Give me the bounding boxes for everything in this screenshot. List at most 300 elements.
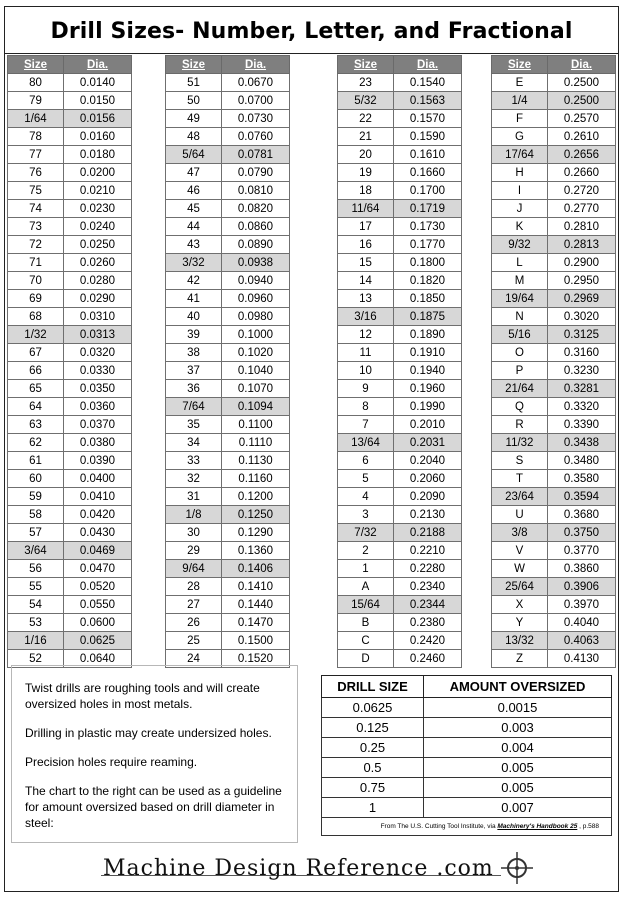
note-guideline: The chart to the right can be used as a guideline for amount oversized based on drill diameter in steel: xyxy=(25,784,282,830)
drill-table-1 xyxy=(7,55,132,668)
drill-size: 3/64 xyxy=(8,542,64,560)
drill-diameter: 0.2969 xyxy=(548,290,616,308)
drill-size: 5/16 xyxy=(492,326,548,344)
drill-size: 21 xyxy=(338,128,394,146)
drill-size: 1/16 xyxy=(8,632,64,650)
drill-size: 17/64 xyxy=(492,146,548,164)
drill-row xyxy=(492,344,616,362)
drill-row xyxy=(166,542,290,560)
drill-size: 11 xyxy=(338,344,394,362)
drill-row xyxy=(338,452,462,470)
drill-size: 41 xyxy=(166,290,222,308)
drill-size: 19/64 xyxy=(492,290,548,308)
drill-size: M xyxy=(492,272,548,290)
drill-size: 65 xyxy=(8,380,64,398)
drill-size: 11/32 xyxy=(492,434,548,452)
dia-header: Dia. xyxy=(548,56,616,74)
drill-diameter: 0.0310 xyxy=(64,308,132,326)
drill-diameter: 0.0140 xyxy=(64,74,132,92)
drill-row xyxy=(166,200,290,218)
drill-row xyxy=(492,218,616,236)
drill-row xyxy=(166,578,290,596)
drill-size: 27 xyxy=(166,596,222,614)
drill-table-4 xyxy=(491,55,616,668)
drill-diameter: 0.1910 xyxy=(394,344,462,362)
dia-header: Dia. xyxy=(394,56,462,74)
drill-row xyxy=(166,182,290,200)
drill-size: 37 xyxy=(166,362,222,380)
drill-size: 42 xyxy=(166,272,222,290)
drill-size: F xyxy=(492,110,548,128)
drill-row xyxy=(166,596,290,614)
logo-text: Machine Design Reference .com xyxy=(103,856,494,881)
drill-size: 67 xyxy=(8,344,64,362)
drill-row xyxy=(8,560,132,578)
drill-row xyxy=(492,614,616,632)
drill-size: K xyxy=(492,218,548,236)
drill-chart-sheet xyxy=(4,6,619,892)
drill-row xyxy=(166,632,290,650)
drill-row xyxy=(338,326,462,344)
amount-oversized-header: AMOUNT OVERSIZED xyxy=(424,676,612,698)
drill-size: P xyxy=(492,362,548,380)
drill-size: 15 xyxy=(338,254,394,272)
drill-row xyxy=(492,452,616,470)
drill-row xyxy=(338,92,462,110)
drill-size: 4 xyxy=(338,488,394,506)
note-reaming: Precision holes require reaming. xyxy=(25,755,198,769)
drill-diameter: 0.0410 xyxy=(64,488,132,506)
drill-row xyxy=(166,164,290,182)
oversize-row xyxy=(322,738,612,758)
drill-row xyxy=(8,578,132,596)
drill-size: 8 xyxy=(338,398,394,416)
drill-diameter: 0.3906 xyxy=(548,578,616,596)
drill-table-body xyxy=(492,74,616,668)
drill-size: D xyxy=(338,650,394,668)
drill-diameter: 0.0781 xyxy=(222,146,290,164)
drill-row xyxy=(492,254,616,272)
drill-row xyxy=(492,596,616,614)
drill-row xyxy=(338,506,462,524)
drill-diameter: 0.1700 xyxy=(394,182,462,200)
drill-diameter: 0.1520 xyxy=(222,650,290,668)
drill-size-header: DRILL SIZE xyxy=(322,676,424,698)
drill-size: 6 xyxy=(338,452,394,470)
drill-diameter: 0.1890 xyxy=(394,326,462,344)
drill-row xyxy=(338,236,462,254)
note-roughing: Twist drills are roughing tools and will create oversized holes in most metals. xyxy=(25,681,260,711)
drill-size: 22 xyxy=(338,110,394,128)
amount-oversized-value: 0.0015 xyxy=(424,698,612,718)
drill-row xyxy=(166,110,290,128)
drill-size: V xyxy=(492,542,548,560)
drill-diameter: 0.0550 xyxy=(64,596,132,614)
drill-row xyxy=(338,146,462,164)
drill-diameter: 0.3320 xyxy=(548,398,616,416)
drill-row xyxy=(492,362,616,380)
drill-row xyxy=(166,488,290,506)
drill-diameter: 0.0860 xyxy=(222,218,290,236)
drill-row xyxy=(338,596,462,614)
drill-diameter: 0.1590 xyxy=(394,128,462,146)
drill-diameter: 0.0890 xyxy=(222,236,290,254)
drill-size: 1/4 xyxy=(492,92,548,110)
drill-size: 73 xyxy=(8,218,64,236)
drill-row xyxy=(166,380,290,398)
drill-diameter: 0.0469 xyxy=(64,542,132,560)
drill-row xyxy=(338,218,462,236)
drill-diameter: 0.2090 xyxy=(394,488,462,506)
drill-row xyxy=(8,542,132,560)
drill-table-body xyxy=(8,74,132,668)
drill-diameter: 0.2210 xyxy=(394,542,462,560)
drill-size: 28 xyxy=(166,578,222,596)
drill-row xyxy=(338,308,462,326)
drill-size-value: 0.5 xyxy=(322,758,424,778)
drill-row xyxy=(338,200,462,218)
drill-size: 14 xyxy=(338,272,394,290)
drill-size: 32 xyxy=(166,470,222,488)
drill-row xyxy=(338,164,462,182)
drill-diameter: 0.0790 xyxy=(222,164,290,182)
drill-diameter: 0.2420 xyxy=(394,632,462,650)
drill-row xyxy=(8,416,132,434)
drill-size: 64 xyxy=(8,398,64,416)
drill-row xyxy=(166,92,290,110)
drill-size-value: 0.0625 xyxy=(322,698,424,718)
drill-diameter: 0.2813 xyxy=(548,236,616,254)
drill-size: 11/64 xyxy=(338,200,394,218)
drill-diameter: 0.1660 xyxy=(394,164,462,182)
drill-diameter: 0.3438 xyxy=(548,434,616,452)
drill-row xyxy=(492,146,616,164)
drill-size: 62 xyxy=(8,434,64,452)
drill-diameter: 0.2810 xyxy=(548,218,616,236)
drill-diameter: 0.2040 xyxy=(394,452,462,470)
drill-diameter: 0.0980 xyxy=(222,308,290,326)
drill-size: 33 xyxy=(166,452,222,470)
drill-diameter: 0.0180 xyxy=(64,146,132,164)
drill-size: Z xyxy=(492,650,548,668)
drill-diameter: 0.3390 xyxy=(548,416,616,434)
drill-diameter: 0.3281 xyxy=(548,380,616,398)
drill-row xyxy=(492,200,616,218)
drill-size: 52 xyxy=(8,650,64,668)
drill-size: O xyxy=(492,344,548,362)
drill-table-3 xyxy=(337,55,462,668)
drill-size: 77 xyxy=(8,146,64,164)
drill-diameter: 0.0380 xyxy=(64,434,132,452)
drill-size-value: 0.125 xyxy=(322,718,424,738)
drill-diameter: 0.2950 xyxy=(548,272,616,290)
drill-diameter: 0.2010 xyxy=(394,416,462,434)
drill-row xyxy=(492,650,616,668)
drill-row xyxy=(166,524,290,542)
drill-diameter: 0.0210 xyxy=(64,182,132,200)
amount-oversized-value: 0.003 xyxy=(424,718,612,738)
drill-size: 30 xyxy=(166,524,222,542)
drill-size: L xyxy=(492,254,548,272)
drill-size: 24 xyxy=(166,650,222,668)
source-suffix: , p.588 xyxy=(577,823,599,830)
drill-diameter: 0.2060 xyxy=(394,470,462,488)
drill-size: A xyxy=(338,578,394,596)
drill-row xyxy=(8,164,132,182)
drill-diameter: 0.1800 xyxy=(394,254,462,272)
drill-size: 48 xyxy=(166,128,222,146)
drill-table-body xyxy=(166,74,290,668)
drill-size: I xyxy=(492,182,548,200)
drill-size: 35 xyxy=(166,416,222,434)
drill-size: U xyxy=(492,506,548,524)
drill-row xyxy=(166,452,290,470)
drill-diameter: 0.1820 xyxy=(394,272,462,290)
drill-diameter: 0.1110 xyxy=(222,434,290,452)
drill-diameter: 0.1130 xyxy=(222,452,290,470)
drill-size: 13 xyxy=(338,290,394,308)
drill-diameter: 0.3770 xyxy=(548,542,616,560)
amount-oversized-value: 0.005 xyxy=(424,758,612,778)
drill-size: 17 xyxy=(338,218,394,236)
drill-row xyxy=(338,290,462,308)
drill-size: 9 xyxy=(338,380,394,398)
drill-row xyxy=(338,254,462,272)
drill-size: 7/64 xyxy=(166,398,222,416)
drill-size: 3 xyxy=(338,506,394,524)
drill-diameter: 0.2188 xyxy=(394,524,462,542)
drill-size: 1 xyxy=(338,560,394,578)
drill-size: B xyxy=(338,614,394,632)
drill-row xyxy=(338,110,462,128)
drill-size: Q xyxy=(492,398,548,416)
drill-row xyxy=(492,236,616,254)
drill-size: 60 xyxy=(8,470,64,488)
drill-diameter: 0.3230 xyxy=(548,362,616,380)
drill-diameter: 0.1940 xyxy=(394,362,462,380)
drill-size: 38 xyxy=(166,344,222,362)
drill-size: R xyxy=(492,416,548,434)
drill-size: 19 xyxy=(338,164,394,182)
oversize-row xyxy=(322,718,612,738)
drill-size: 29 xyxy=(166,542,222,560)
drill-row xyxy=(166,416,290,434)
drill-row xyxy=(8,290,132,308)
drill-size: C xyxy=(338,632,394,650)
dia-header: Dia. xyxy=(222,56,290,74)
drill-row xyxy=(8,236,132,254)
drill-diameter: 0.0150 xyxy=(64,92,132,110)
drill-diameter: 0.1770 xyxy=(394,236,462,254)
drill-size: 69 xyxy=(8,290,64,308)
drill-diameter: 0.2280 xyxy=(394,560,462,578)
drill-row xyxy=(8,488,132,506)
drill-row xyxy=(492,308,616,326)
oversize-row xyxy=(322,798,612,818)
drill-row xyxy=(338,398,462,416)
dia-header: Dia. xyxy=(64,56,132,74)
drill-row xyxy=(338,614,462,632)
drill-diameter: 0.2340 xyxy=(394,578,462,596)
drill-size: 1/32 xyxy=(8,326,64,344)
drill-size: 39 xyxy=(166,326,222,344)
drill-diameter: 0.0938 xyxy=(222,254,290,272)
drill-row xyxy=(166,398,290,416)
drill-table-2 xyxy=(165,55,290,668)
drill-diameter: 0.1410 xyxy=(222,578,290,596)
drill-row xyxy=(492,290,616,308)
drill-diameter: 0.2460 xyxy=(394,650,462,668)
drill-size: 45 xyxy=(166,200,222,218)
drill-size: 57 xyxy=(8,524,64,542)
drill-row xyxy=(8,128,132,146)
drill-row xyxy=(8,254,132,272)
drill-diameter: 0.0600 xyxy=(64,614,132,632)
drill-row xyxy=(492,110,616,128)
drill-diameter: 0.0156 xyxy=(64,110,132,128)
drill-diameter: 0.1250 xyxy=(222,506,290,524)
drill-row xyxy=(492,578,616,596)
drill-diameter: 0.0320 xyxy=(64,344,132,362)
page-title: Drill Sizes- Number, Letter, and Fractional xyxy=(50,19,573,44)
drill-size: 5/32 xyxy=(338,92,394,110)
drill-diameter: 0.1020 xyxy=(222,344,290,362)
drill-size: 7/32 xyxy=(338,524,394,542)
drill-row xyxy=(8,146,132,164)
drill-diameter: 0.2344 xyxy=(394,596,462,614)
drill-row xyxy=(166,236,290,254)
drill-diameter: 0.4130 xyxy=(548,650,616,668)
drill-size: 55 xyxy=(8,578,64,596)
drill-row xyxy=(8,434,132,452)
drill-diameter: 0.3860 xyxy=(548,560,616,578)
drill-size: 36 xyxy=(166,380,222,398)
drill-diameter: 0.1875 xyxy=(394,308,462,326)
drill-size: S xyxy=(492,452,548,470)
drill-size: 1/64 xyxy=(8,110,64,128)
drill-size: 59 xyxy=(8,488,64,506)
drill-diameter: 0.1960 xyxy=(394,380,462,398)
drill-row xyxy=(338,128,462,146)
drill-row xyxy=(492,74,616,92)
drill-row xyxy=(492,380,616,398)
drill-row xyxy=(338,272,462,290)
drill-size: 12 xyxy=(338,326,394,344)
drill-row xyxy=(166,560,290,578)
drill-size: N xyxy=(492,308,548,326)
drill-size: 71 xyxy=(8,254,64,272)
drill-diameter: 0.1570 xyxy=(394,110,462,128)
drill-diameter: 0.3594 xyxy=(548,488,616,506)
drill-diameter: 0.1470 xyxy=(222,614,290,632)
drill-diameter: 0.3480 xyxy=(548,452,616,470)
drill-diameter: 0.0313 xyxy=(64,326,132,344)
drill-size: 50 xyxy=(166,92,222,110)
oversize-row xyxy=(322,758,612,778)
drill-row xyxy=(166,362,290,380)
drill-row xyxy=(8,632,132,650)
size-header: Size xyxy=(8,56,64,74)
drill-table-body xyxy=(338,74,462,668)
drill-diameter: 0.0670 xyxy=(222,74,290,92)
drill-row xyxy=(8,362,132,380)
drill-size: H xyxy=(492,164,548,182)
drill-row xyxy=(166,128,290,146)
drill-diameter: 0.1563 xyxy=(394,92,462,110)
drill-diameter: 0.0250 xyxy=(64,236,132,254)
drill-row xyxy=(492,524,616,542)
drill-size: 61 xyxy=(8,452,64,470)
drill-size: 16 xyxy=(338,236,394,254)
drill-diameter: 0.3970 xyxy=(548,596,616,614)
drill-size: E xyxy=(492,74,548,92)
drill-size: 78 xyxy=(8,128,64,146)
drill-size: Y xyxy=(492,614,548,632)
drill-row xyxy=(8,182,132,200)
drill-size: 43 xyxy=(166,236,222,254)
drill-size: 74 xyxy=(8,200,64,218)
drill-row xyxy=(8,452,132,470)
drill-diameter: 0.0370 xyxy=(64,416,132,434)
drill-size-value: 0.25 xyxy=(322,738,424,758)
drill-row xyxy=(8,470,132,488)
drill-diameter: 0.0260 xyxy=(64,254,132,272)
drill-diameter: 0.2031 xyxy=(394,434,462,452)
drill-row xyxy=(8,524,132,542)
drill-size: 5 xyxy=(338,470,394,488)
drill-diameter: 0.0240 xyxy=(64,218,132,236)
drill-size: 34 xyxy=(166,434,222,452)
drill-diameter: 0.3160 xyxy=(548,344,616,362)
drill-row xyxy=(8,308,132,326)
drill-diameter: 0.1440 xyxy=(222,596,290,614)
drill-row xyxy=(338,362,462,380)
drill-size: 54 xyxy=(8,596,64,614)
drill-row xyxy=(166,254,290,272)
drill-row xyxy=(166,218,290,236)
drill-size: G xyxy=(492,128,548,146)
drill-diameter: 0.0820 xyxy=(222,200,290,218)
drill-diameter: 0.1360 xyxy=(222,542,290,560)
drill-row xyxy=(166,308,290,326)
drill-diameter: 0.0400 xyxy=(64,470,132,488)
drill-row xyxy=(8,596,132,614)
drill-diameter: 0.1406 xyxy=(222,560,290,578)
drill-diameter: 0.2570 xyxy=(548,110,616,128)
drill-size: 51 xyxy=(166,74,222,92)
drill-diameter: 0.2130 xyxy=(394,506,462,524)
drill-row xyxy=(166,434,290,452)
drill-size: 10 xyxy=(338,362,394,380)
drill-row xyxy=(8,272,132,290)
drill-row xyxy=(166,290,290,308)
drill-diameter: 0.0390 xyxy=(64,452,132,470)
drill-size: J xyxy=(492,200,548,218)
drill-row xyxy=(492,506,616,524)
drill-row xyxy=(8,74,132,92)
size-header: Size xyxy=(492,56,548,74)
drill-size: 47 xyxy=(166,164,222,182)
drill-row xyxy=(166,272,290,290)
drill-size: 23/64 xyxy=(492,488,548,506)
drill-row xyxy=(338,470,462,488)
drill-row xyxy=(8,506,132,524)
drill-size: 58 xyxy=(8,506,64,524)
drill-diameter: 0.0430 xyxy=(64,524,132,542)
drill-row xyxy=(492,470,616,488)
drill-diameter: 0.1990 xyxy=(394,398,462,416)
drill-size: 31 xyxy=(166,488,222,506)
